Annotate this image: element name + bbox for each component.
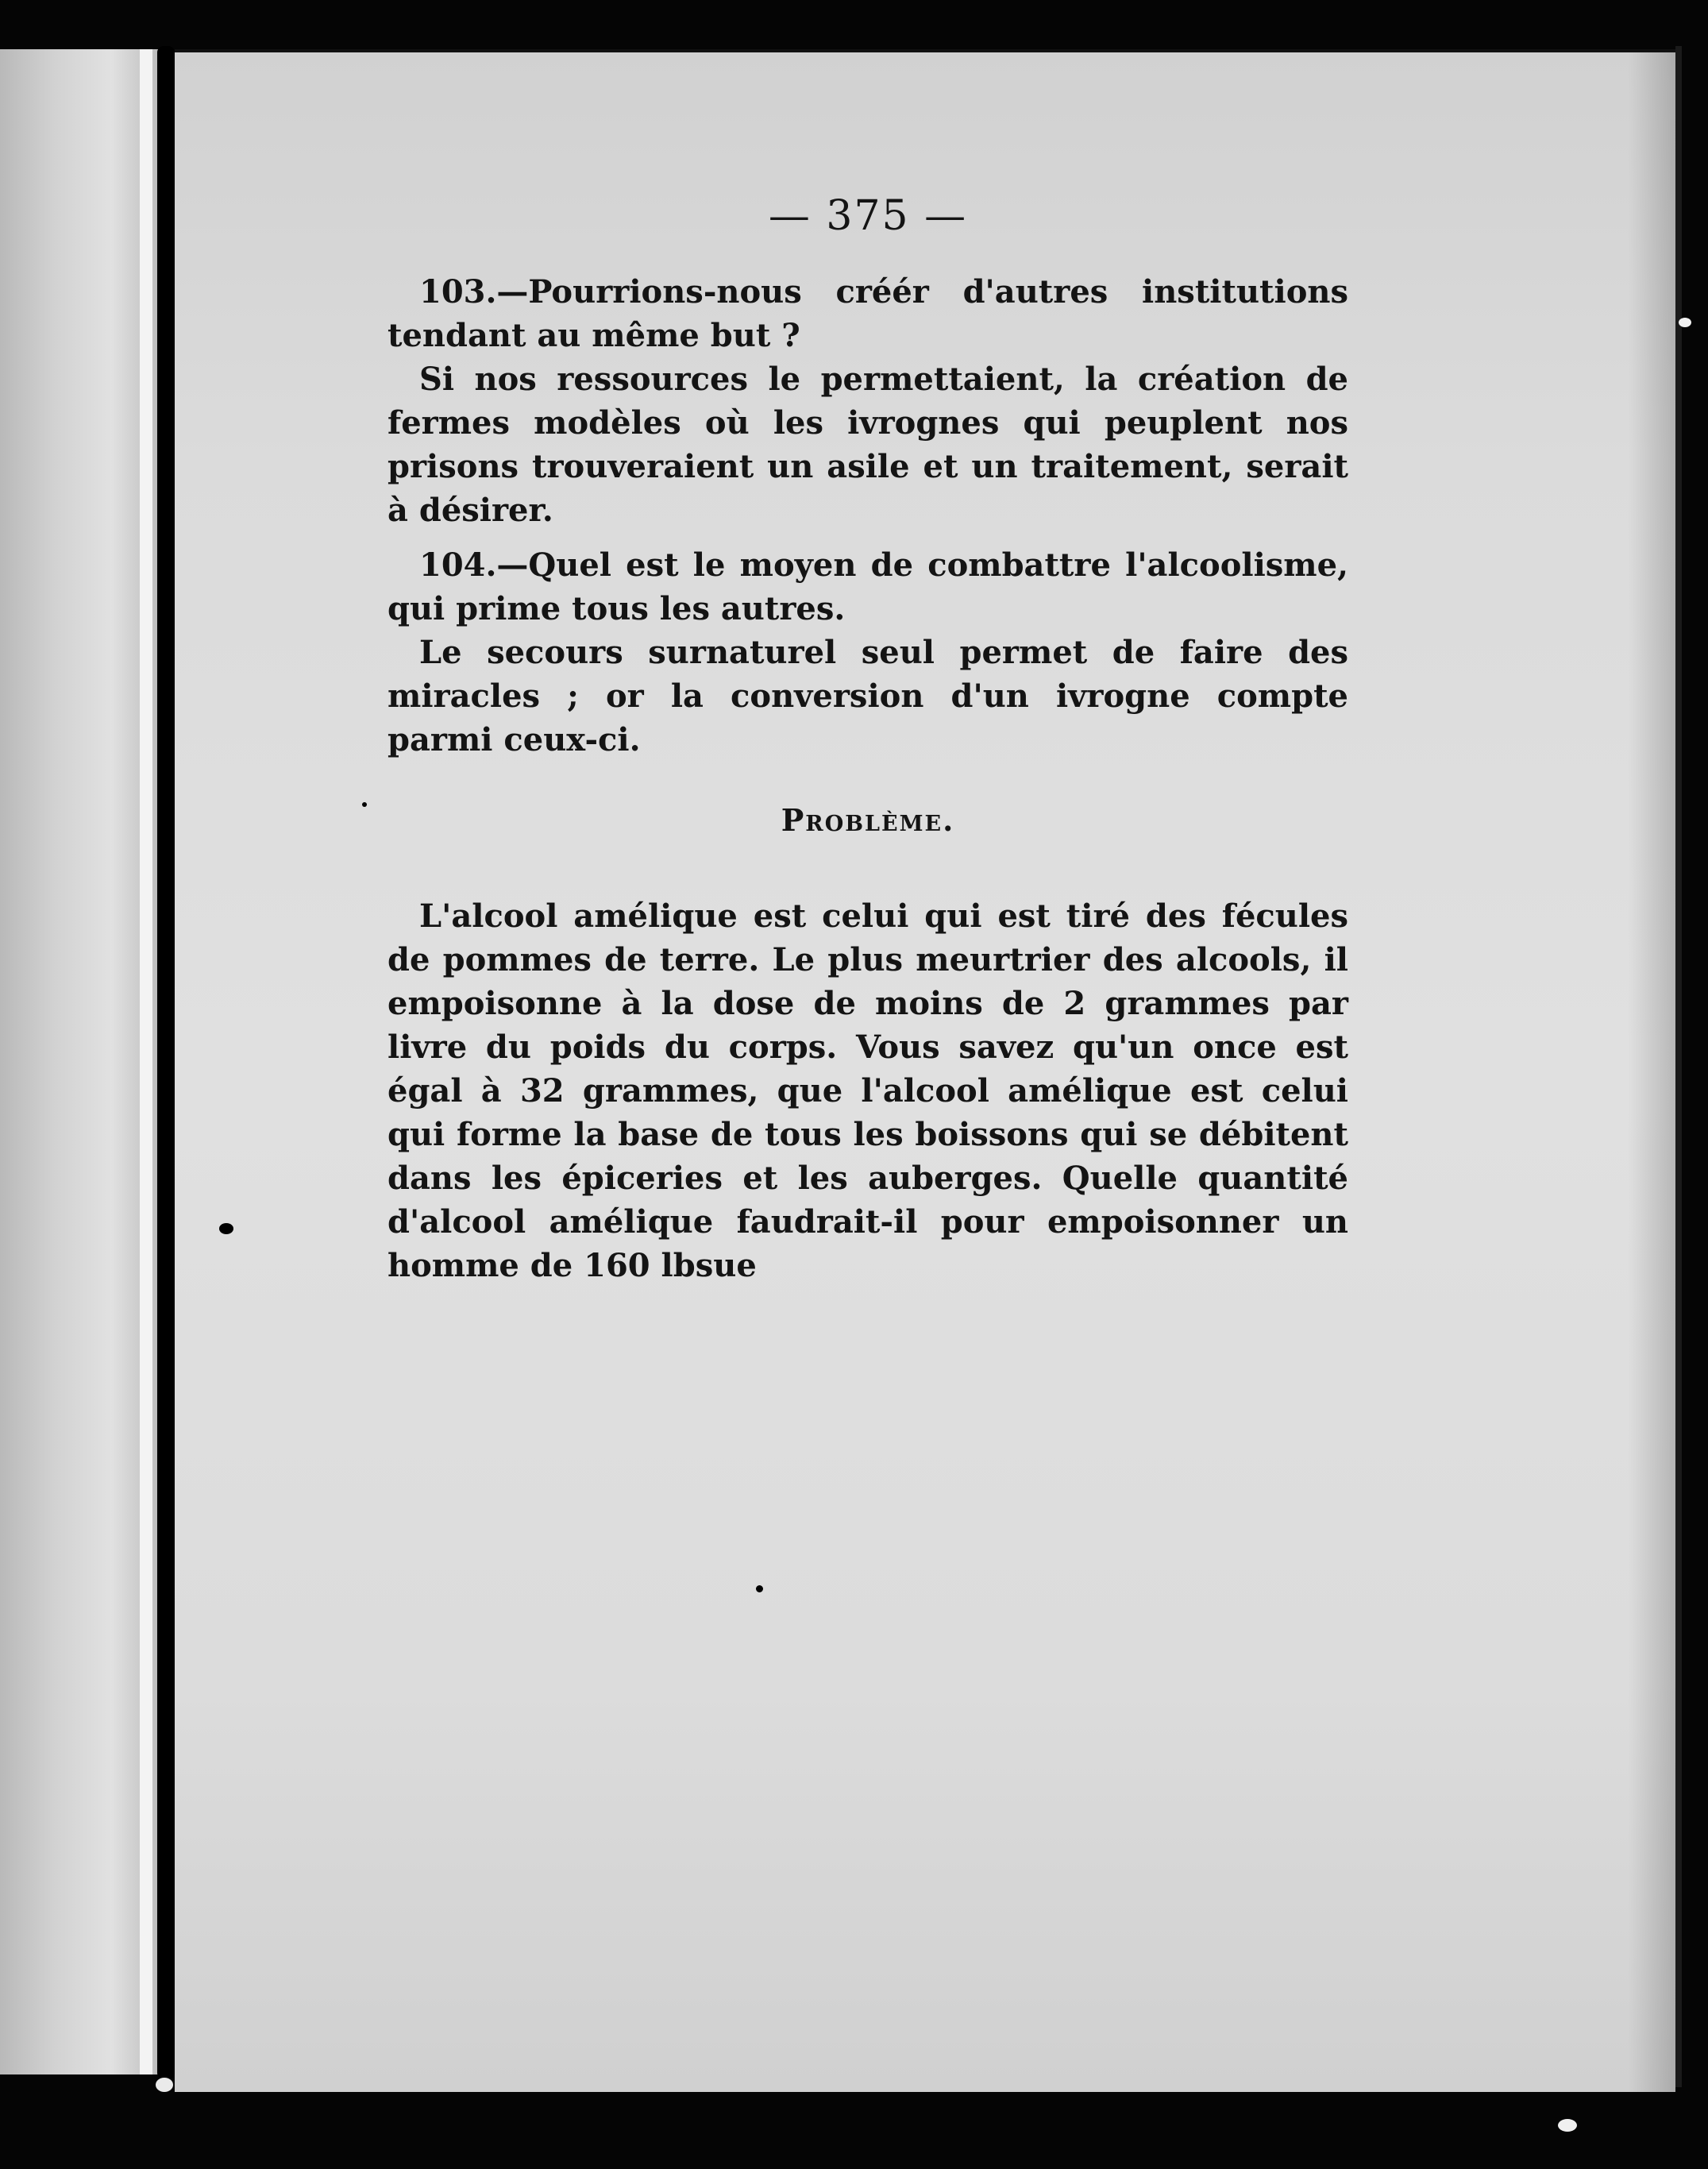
answer-104: Le secours surnaturel seul permet de faire des miracles ; or la conversion d'un ivrogne compte parmi ceux-ci. xyxy=(387,634,1348,758)
page-right-edge xyxy=(1675,46,1682,2087)
question-104: 104.—Quel est le moyen de combattre l'alcoolisme, qui prime tous les autres. xyxy=(387,546,1348,627)
facing-page-margin xyxy=(140,49,152,2074)
question-103: 103.—Pourrions-nous créér d'autres institutions tendant au même but ? xyxy=(387,273,1348,354)
scan-speck xyxy=(756,1585,763,1592)
scan-speck xyxy=(219,1223,233,1234)
scan-speck xyxy=(362,802,367,807)
answer-103: Si nos ressources le permettaient, la création de fermes modèles où les ivrognes qui peuplent nos prisons trouveraient un asile et un traitement, serait à désirer. xyxy=(387,361,1348,529)
problem-text: L'alcool amélique est celui qui est tiré des fécules de pommes de terre. Le plus meurtrier des alcools, il empoisonne à la dose de moins de 2 grammes par livre du poids du corps. Vous savez qu'un once est égal à 32 grammes, que l'alcool amélique est celui qui forme la base de tous les boissons qui se débitent dans les épiceries et les auberges. Quelle quantité d'alcool amélique faudrait-il pour empoisonner un homme de 160 lbsue xyxy=(387,897,1348,1284)
book-spine-gutter xyxy=(157,46,175,2079)
scan-speck xyxy=(1558,2119,1577,2132)
section-heading: Problème. xyxy=(781,802,955,838)
scan-speck xyxy=(1679,318,1691,327)
page-text-block xyxy=(387,192,1348,1287)
paragraph-gap xyxy=(387,532,1348,543)
facing-page-edge xyxy=(0,49,159,2074)
page-shadow xyxy=(1628,52,1675,2092)
scan-speck xyxy=(156,2078,173,2092)
page-number: — 375 — xyxy=(768,192,968,240)
